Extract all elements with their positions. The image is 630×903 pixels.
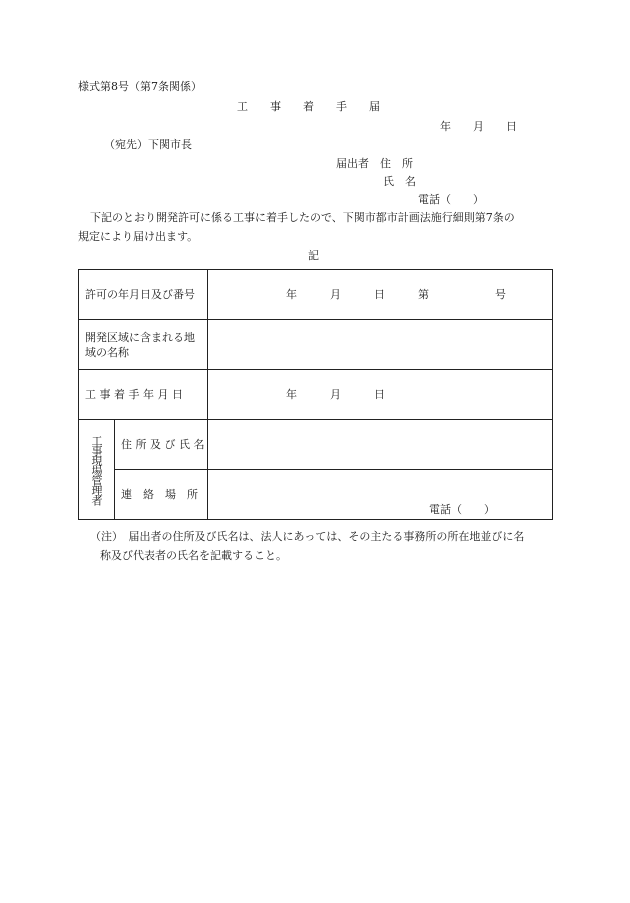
area-name-label-line-2: 域の名称 <box>85 345 129 359</box>
form-number: 様式第8号（第7条関係） <box>78 80 202 93</box>
addressee: （宛先）下関市長 <box>104 138 192 151</box>
note-line-2: 称及び代表者の氏名を記載すること。 <box>100 549 287 562</box>
notification-table <box>78 269 553 520</box>
area-name-value <box>208 320 553 370</box>
applicant-name-label: 氏 名 <box>383 175 416 188</box>
area-name-label <box>79 320 208 370</box>
date-line: 年 月 日 <box>440 120 517 133</box>
start-date-label: 工 事 着 手 年 月 日 <box>79 370 208 420</box>
start-date-value: 年 月 日 <box>208 370 553 420</box>
note-line-1: （注） 届出者の住所及び氏名は、法人にあっては、その主たる事務所の所在地並びに名 <box>90 530 525 543</box>
manager-address-row <box>79 420 553 470</box>
site-manager-label: 工事現場管理者 <box>90 434 103 505</box>
manager-address-name-label: 住 所 及 び 氏 名 <box>115 420 208 470</box>
contact-place-value <box>208 470 553 520</box>
applicant-phone: 電話（ ） <box>418 193 484 206</box>
ki-heading: 記 <box>308 249 319 262</box>
permit-row <box>79 270 553 320</box>
site-manager-label-cell <box>79 420 115 520</box>
manager-address-name-value <box>208 420 553 470</box>
permit-date-number-value: 年 月 日 第 号 <box>208 270 553 320</box>
permit-date-number-label: 許可の年月日及び番号 <box>79 270 208 320</box>
area-name-row <box>79 320 553 370</box>
applicant-address-label: 届出者 住 所 <box>336 157 413 170</box>
contact-phone: 電話（ ） <box>429 503 495 516</box>
start-date-row <box>79 370 553 420</box>
document-title: 工 事 着 手 届 <box>237 100 380 113</box>
contact-row <box>79 470 553 520</box>
body-text-line-1: 下記のとおり開発許可に係る工事に着手したので、下関市都市計画法施行細則第7条の <box>90 211 515 224</box>
area-name-label-line-1: 開発区域に含まれる地 <box>85 330 195 344</box>
contact-place-label: 連 絡 場 所 <box>115 470 208 520</box>
body-text-line-2: 規定により届け出ます。 <box>78 230 199 243</box>
